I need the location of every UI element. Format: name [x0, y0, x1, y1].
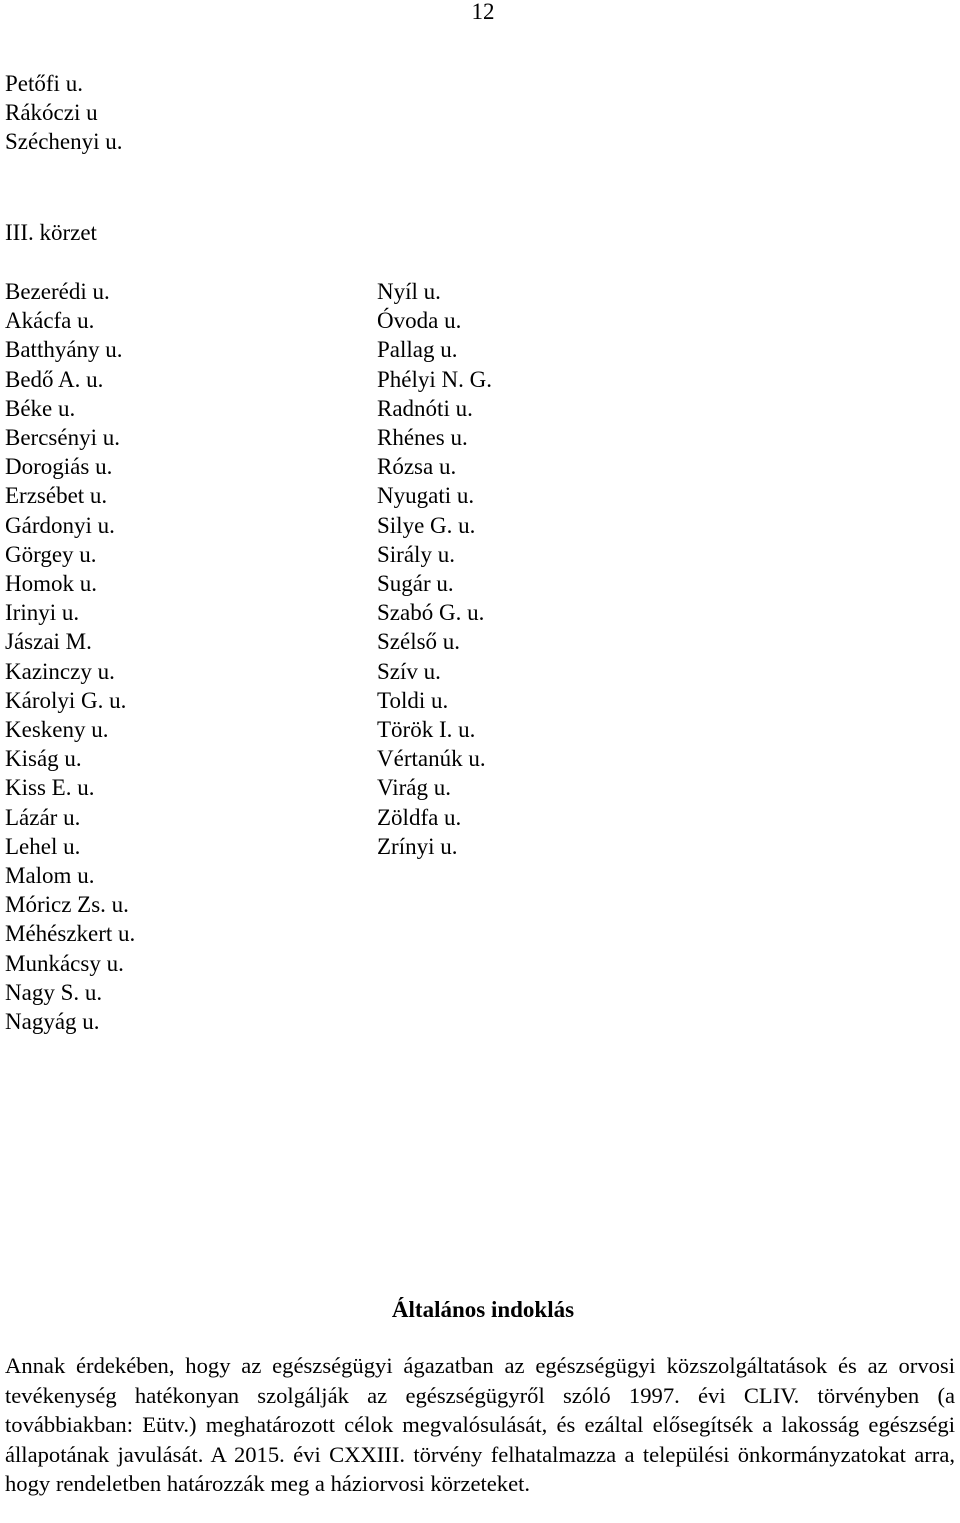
street-item: Silye G. u. — [377, 512, 476, 538]
street-item: Nagyág u. — [5, 1009, 100, 1035]
street-list-left — [5, 277, 135, 1036]
street-item: Rhénes u. — [377, 425, 468, 451]
street-item: Móricz Zs. u. — [5, 892, 129, 918]
street-list-right — [377, 277, 492, 861]
street-item: Keskeny u. — [5, 717, 109, 743]
street-item: Török I. u. — [377, 717, 476, 743]
street-item: Szélső u. — [377, 629, 461, 655]
street-item: Erzsébet u. — [5, 483, 108, 509]
street-item: Széchenyi u. — [5, 129, 123, 154]
street-item: Dorogiás u. — [5, 454, 113, 480]
street-item: Kiság u. — [5, 746, 82, 772]
street-item: Nagy S. u. — [5, 979, 103, 1005]
street-item: Toldi u. — [377, 687, 449, 713]
street-item: Méhészkert u. — [5, 921, 136, 947]
street-item: Bedő A. u. — [5, 366, 104, 392]
street-item: Gárdonyi u. — [5, 512, 115, 538]
street-item: Lázár u. — [5, 804, 81, 830]
street-item: Irinyi u. — [5, 600, 80, 626]
street-item: Óvoda u. — [377, 308, 462, 334]
street-item: Bercsényi u. — [5, 425, 120, 451]
street-item: Sirály u. — [377, 541, 455, 567]
street-item: Jászai M. — [5, 629, 92, 655]
street-item: Károlyi G. u. — [5, 687, 127, 713]
street-item: Kiss E. u. — [5, 775, 95, 801]
district-heading: III. körzet — [5, 220, 97, 245]
street-item: Lehel u. — [5, 833, 81, 859]
street-item: Kazinczy u. — [5, 658, 115, 684]
street-item: Phélyi N. G. — [377, 366, 492, 392]
top-street-list — [5, 69, 123, 156]
street-item: Rákóczi u — [5, 100, 98, 125]
street-item: Görgey u. — [5, 541, 97, 567]
street-item: Zrínyi u. — [377, 833, 458, 859]
street-item: Béke u. — [5, 395, 76, 421]
street-item: Nyíl u. — [377, 279, 441, 304]
street-item: Szív u. — [377, 658, 441, 684]
street-item: Akácfa u. — [5, 308, 95, 334]
street-item: Szabó G. u. — [377, 600, 485, 626]
street-item: Pallag u. — [377, 337, 458, 363]
street-item: Zöldfa u. — [377, 804, 462, 830]
section-title: Általános indoklás — [391, 1297, 575, 1322]
street-item: Radnóti u. — [377, 395, 473, 421]
body-paragraph: Annak érdekében, hogy az egészségügyi ágazatban az egészségügyi közszolgáltatások és az orvosi tevékenység hatékonyan szolgálják az egészségügyről szóló 1997. évi CLIV. törvényben (a továbbiakban: Eütv.) meghatározott célok megvalósulását, és ezáltal elősegítsék a lakosság egészségi állapotának javulását. A 2015. évi CXXIII. törvény felhatalmazza a települési önkormányzatokat arra, hogy rendeletben határozzák meg a háziorvosi körzeteket. — [5, 1353, 955, 1496]
street-item: Malom u. — [5, 863, 95, 889]
street-item: Sugár u. — [377, 571, 454, 597]
street-item: Vértanúk u. — [377, 746, 486, 772]
street-item: Batthyány u. — [5, 337, 123, 363]
street-item: Petőfi u. — [5, 71, 83, 96]
street-item: Munkácsy u. — [5, 950, 124, 976]
street-item: Homok u. — [5, 571, 97, 597]
page-number: 12 — [471, 0, 495, 24]
street-item: Virág u. — [377, 775, 451, 801]
street-item: Nyugati u. — [377, 483, 475, 509]
street-item: Rózsa u. — [377, 454, 457, 480]
street-item: Bezerédi u. — [5, 279, 110, 304]
